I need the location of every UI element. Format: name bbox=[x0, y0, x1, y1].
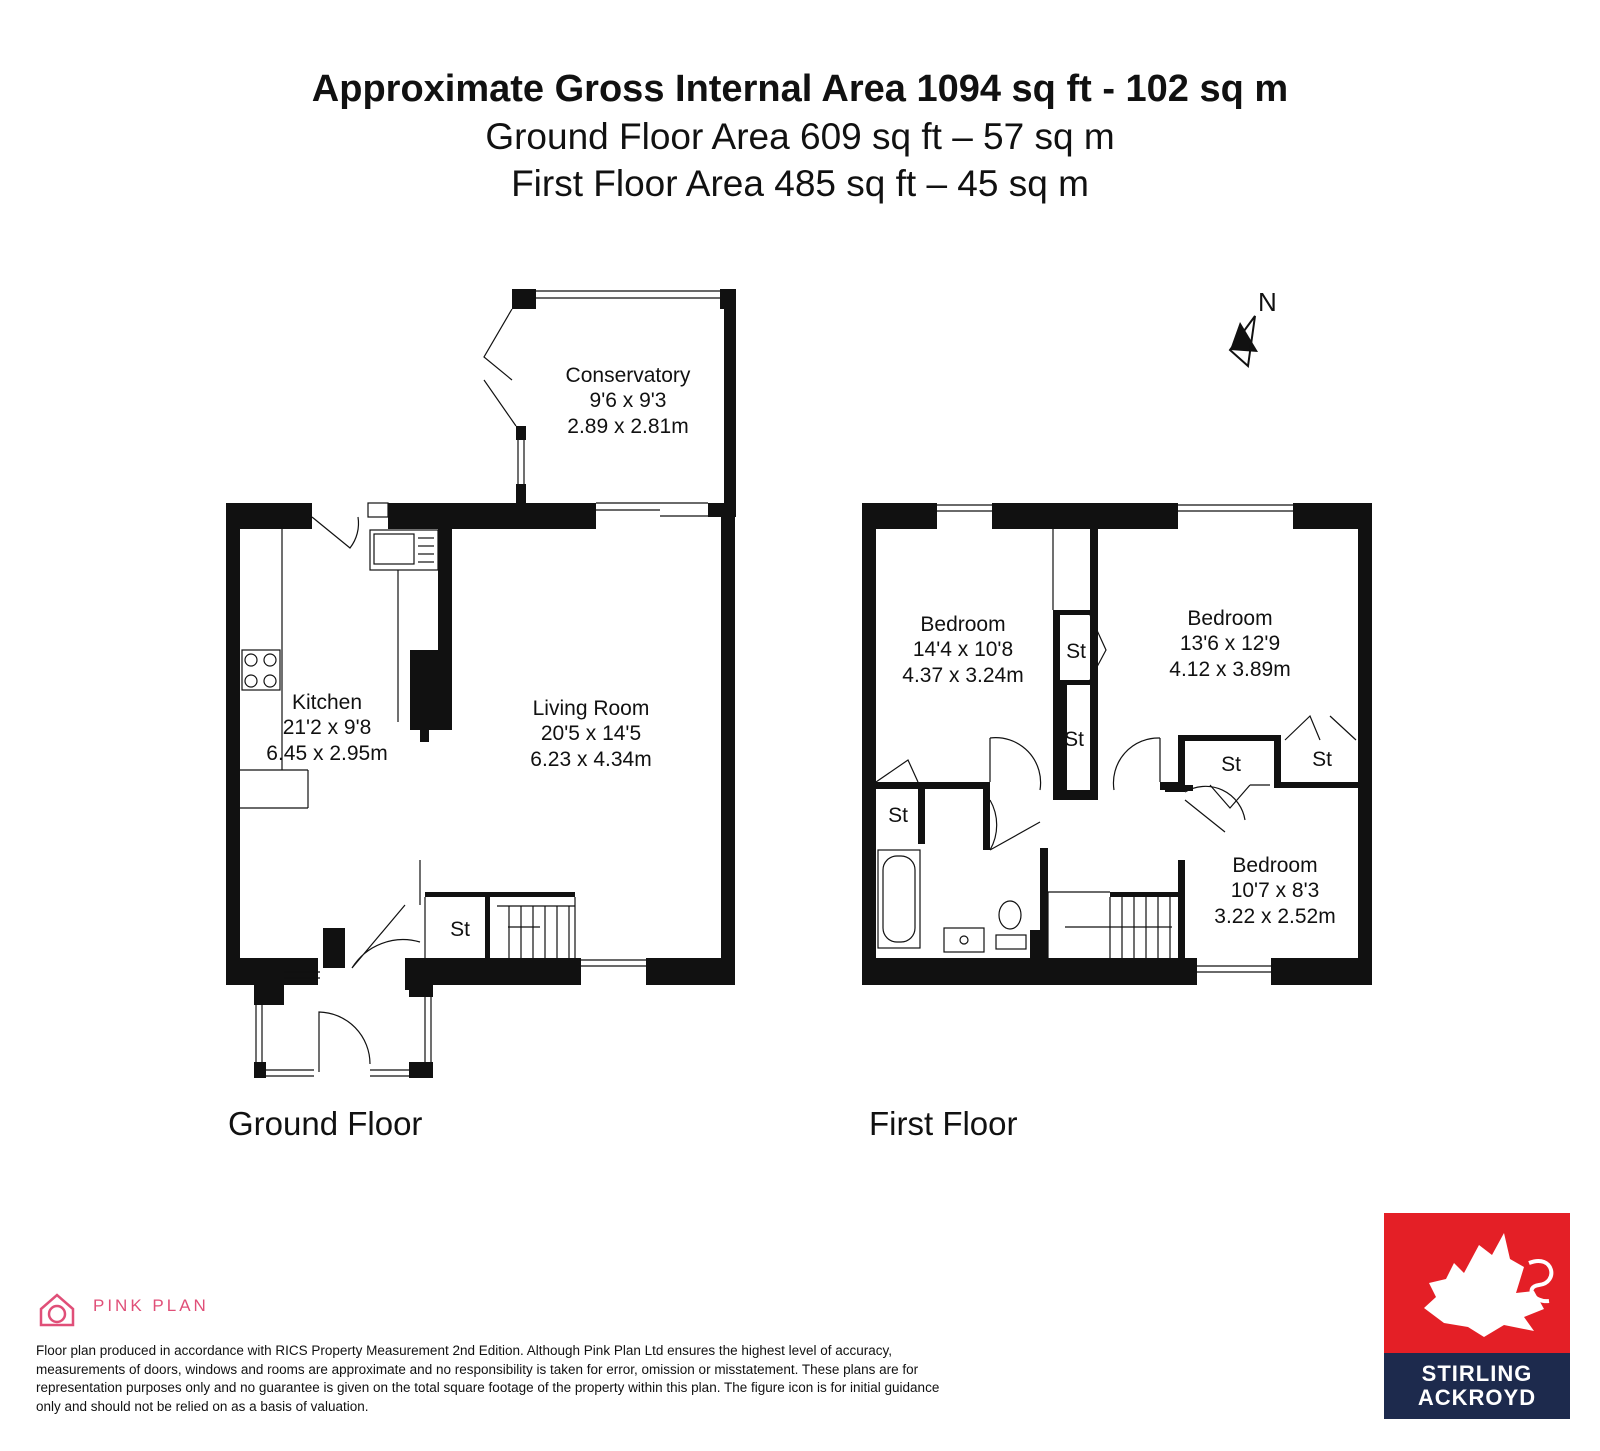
bedroom-right-metric: 4.12 x 3.89m bbox=[1169, 658, 1291, 681]
bedroom-small-imperial: 10'7 x 8'3 bbox=[1230, 879, 1320, 902]
griffin-logo-icon bbox=[1384, 1213, 1570, 1353]
gross-area-title: Approximate Gross Internal Area 1094 sq ft - 102 sq m bbox=[311, 68, 1289, 110]
disclaimer-text: Floor plan produced in accordance with RICS Property Measurement 2nd Edition. Although Pink Plan Ltd ensures the highest level of accuracy, measurements of doors, windows and rooms are approximate and no responsibility is taken for error, omission or misstatement. These plans are for representation purposes only and no guarantee is given on the total square footage of the property within this plan. The figure icon is for initial guidance only and should not be relied on as a basis of valuation. bbox=[36, 1343, 940, 1414]
store-label-2: St bbox=[1064, 728, 1084, 751]
conservatory-imperial: 9'6 x 9'3 bbox=[589, 389, 667, 412]
kitchen-metric: 6.45 x 2.95m bbox=[266, 742, 388, 765]
ground-floor-label: Ground Floor bbox=[228, 1105, 423, 1142]
brand-line1: STIRLING bbox=[1421, 1361, 1533, 1386]
brand-name bbox=[1384, 1353, 1570, 1419]
bedroom-left-name: Bedroom bbox=[920, 613, 1006, 636]
first-floor-area: First Floor Area 485 sq ft – 45 sq m bbox=[511, 163, 1089, 204]
store-label-3: St bbox=[1221, 753, 1241, 776]
conservatory-metric: 2.89 x 2.81m bbox=[567, 415, 689, 438]
kitchen-imperial: 21'2 x 9'8 bbox=[282, 716, 372, 739]
first-room-labels bbox=[888, 607, 1336, 928]
stirling-ackroyd-brand bbox=[1384, 1213, 1570, 1419]
ground-room-labels bbox=[266, 364, 691, 941]
store-label-1: St bbox=[1066, 640, 1086, 663]
compass-label: N bbox=[1258, 287, 1277, 317]
compass-north-arrow-icon bbox=[1230, 287, 1277, 366]
living-room-imperial: 20'5 x 14'5 bbox=[540, 722, 642, 745]
bedroom-small-name: Bedroom bbox=[1232, 854, 1318, 877]
living-room-metric: 6.23 x 4.34m bbox=[530, 748, 652, 771]
ground-floor-area: Ground Floor Area 609 sq ft – 57 sq m bbox=[485, 116, 1115, 157]
pink-plan-text: PINK PLAN bbox=[93, 1296, 209, 1315]
store-label-4: St bbox=[1312, 748, 1332, 771]
first-floor-label: First Floor bbox=[869, 1105, 1018, 1142]
conservatory-name: Conservatory bbox=[565, 364, 691, 387]
living-room-name: Living Room bbox=[532, 697, 650, 720]
bedroom-small-metric: 3.22 x 2.52m bbox=[1214, 905, 1336, 928]
store-label-5: St bbox=[888, 804, 908, 827]
ground-store-label: St bbox=[450, 918, 470, 941]
bedroom-right-imperial: 13'6 x 12'9 bbox=[1179, 632, 1281, 655]
kitchen-name: Kitchen bbox=[291, 691, 363, 714]
bedroom-right-name: Bedroom bbox=[1187, 607, 1273, 630]
bedroom-left-metric: 4.37 x 3.24m bbox=[902, 664, 1024, 687]
brand-line2: ACKROYD bbox=[1417, 1385, 1537, 1410]
bedroom-left-imperial: 14'4 x 10'8 bbox=[912, 638, 1014, 661]
